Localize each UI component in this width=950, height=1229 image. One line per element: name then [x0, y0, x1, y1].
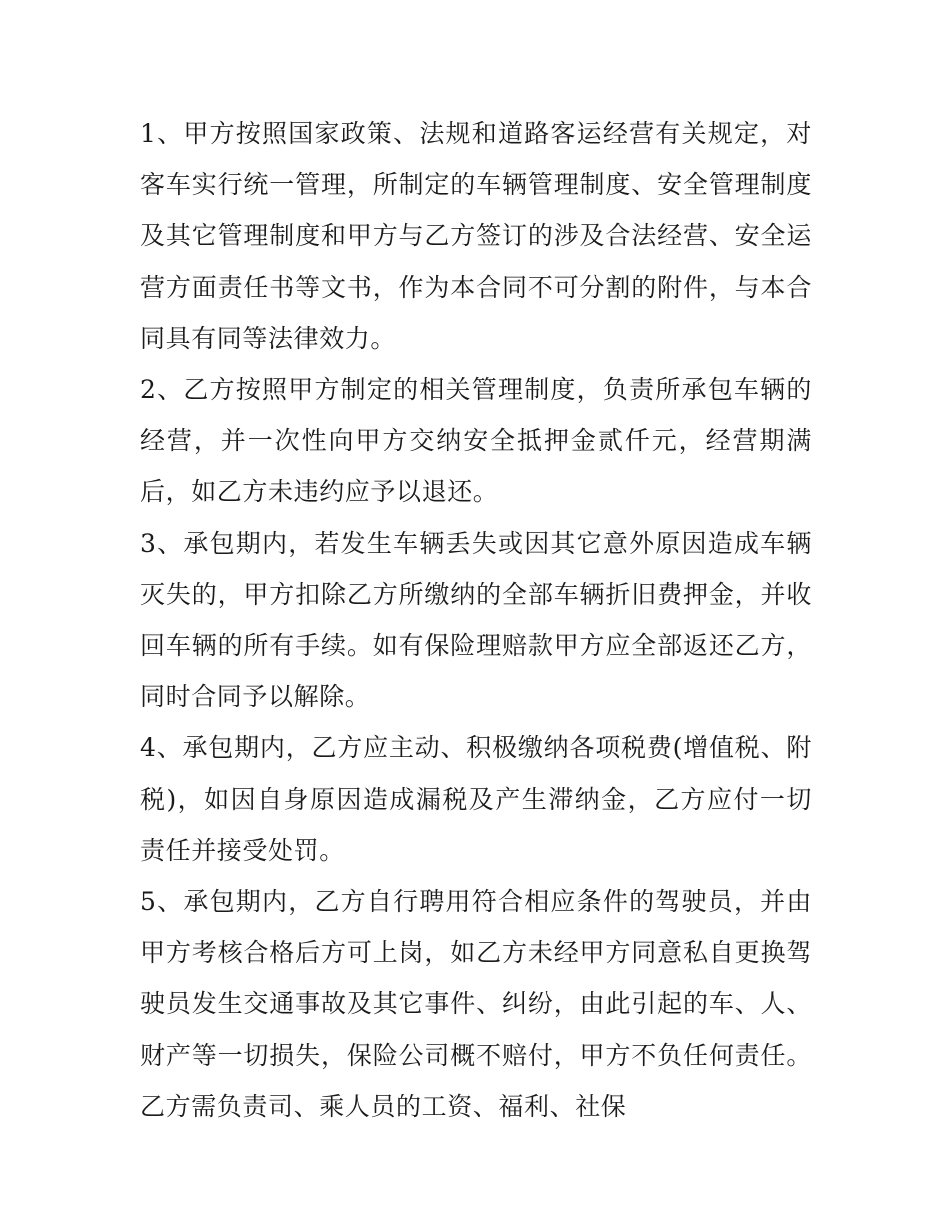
- clause-2: 2、乙方按照甲方制定的相关管理制度，负责所承包车辆的经营，并一次性向甲方交纳安全抵押金贰仟元，经营期满后，如乙方未违约应予以退还。: [140, 375, 812, 507]
- clause-5: 5、承包期内，乙方自行聘用符合相应条件的驾驶员，并由甲方考核合格后方可上岗，如乙方未经甲方同意私自更换驾驶员发生交通事故及其它事件、纠纷，由此引起的车、人、财产等一切损失，保险公司概不赔付，甲方不负任何责任。乙方需负责司、乘人员的工资、福利、社保: [140, 887, 812, 1121]
- clause-3: 3、承包期内，若发生车辆丢失或因其它意外原因造成车辆灭失的，甲方扣除乙方所缴纳的全部车辆折旧费押金，并收回车辆的所有手续。如有保险理赔款甲方应全部返还乙方，同时合同予以解除。: [140, 528, 812, 712]
- clause-1: 1、甲方按照国家政策、法规和道路客运经营有关规定，对客车实行统一管理，所制定的车辆管理制度、安全管理制度及其它管理制度和甲方与乙方签订的涉及合法经营、安全运营方面责任书等文书，作为本合同不可分割的附件，与本合同具有同等法律效力。: [140, 119, 812, 353]
- document-body: [140, 108, 812, 1132]
- clause-4: 4、承包期内，乙方应主动、积极缴纳各项税费(增值税、附税)，如因自身原因造成漏税及产生滞纳金，乙方应付一切责任并接受处罚。: [140, 733, 812, 865]
